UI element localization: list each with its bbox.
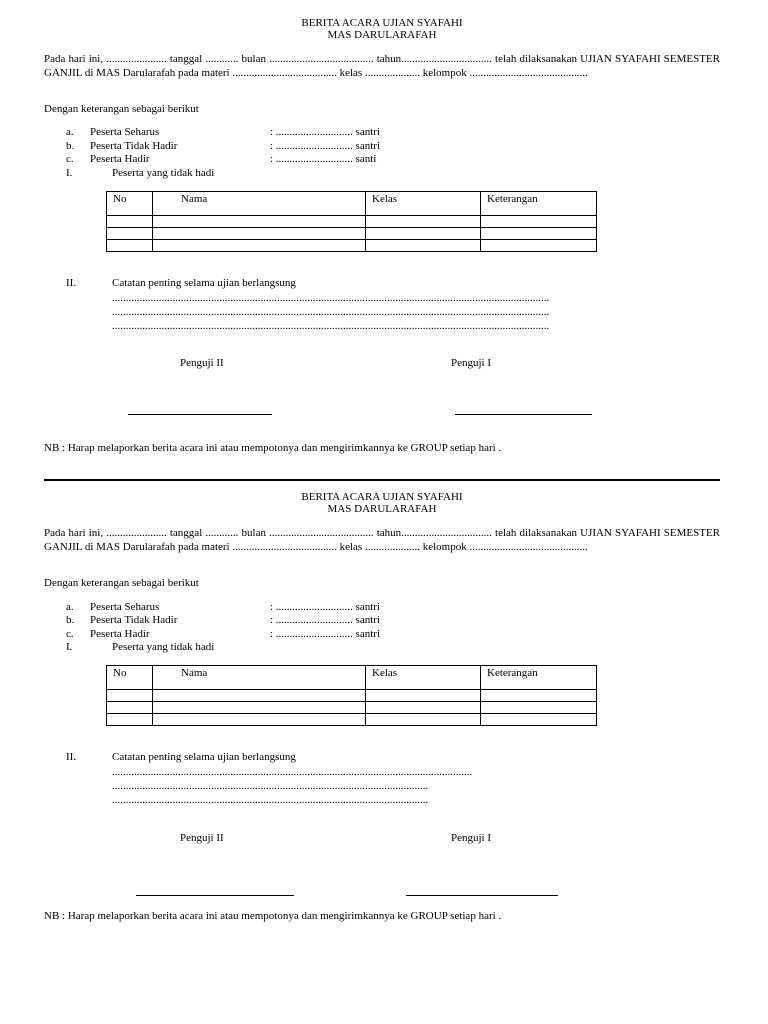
item-marker: c. xyxy=(66,628,74,640)
table-row xyxy=(107,240,597,252)
table-cell[interactable] xyxy=(107,690,153,702)
item-marker: c. xyxy=(66,153,74,165)
item-value: : ............................ santri xyxy=(270,628,380,640)
table-cell[interactable] xyxy=(481,240,597,252)
signature-line-examiner-2[interactable] xyxy=(128,414,272,415)
table-cell[interactable] xyxy=(366,240,481,252)
notes-line[interactable]: ............................................................................................................................................................... xyxy=(112,306,550,318)
form-title: BERITA ACARA UJIAN SYAFAHI xyxy=(301,17,463,29)
item-marker: b. xyxy=(66,140,75,152)
intro-paragraph: Pada hari ini, ...................... tanggal ............ bulan ...................................... tahun................................. telah dilaksanakan UJIAN SYAFAHI SEMESTER GANJIL di MAS Darularafah pada materi ...................................... kelas .................... kelompok ........................................... xyxy=(44,527,720,553)
nb-note: NB : Harap melaporkan berita acara ini atau mempotonya dan mengirimkannya ke GROUP setiap hari . xyxy=(44,442,502,454)
divider xyxy=(44,479,720,481)
absent-students-table xyxy=(106,191,597,252)
item-label: Peserta Hadir xyxy=(90,628,150,640)
table-header-cell: No xyxy=(107,192,153,216)
table-cell[interactable] xyxy=(366,228,481,240)
table-header-cell: Nama xyxy=(153,666,366,690)
notes-line[interactable]: ................................................................................................................... xyxy=(112,780,429,792)
table-header-cell: Keterangan xyxy=(481,192,597,216)
section-label: Catatan penting selama ujian berlangsung xyxy=(112,277,296,289)
table-header-cell: Kelas xyxy=(366,666,481,690)
table-header-cell: Kelas xyxy=(366,192,481,216)
item-value: : ............................ santi xyxy=(270,153,377,165)
table-cell[interactable] xyxy=(366,690,481,702)
item-label: Peserta Hadir xyxy=(90,153,150,165)
table-cell[interactable] xyxy=(153,690,366,702)
table-cell[interactable] xyxy=(481,702,597,714)
item-marker: b. xyxy=(66,614,75,626)
item-label: Peserta Tidak Hadir xyxy=(90,614,178,626)
table-cell[interactable] xyxy=(366,216,481,228)
table-cell[interactable] xyxy=(107,714,153,726)
nb-note: NB : Harap melaporkan berita acara ini atau mempotonya dan mengirimkannya ke GROUP setiap hari . xyxy=(44,910,502,922)
item-value: : ............................ santri xyxy=(270,126,380,138)
table-cell[interactable] xyxy=(153,702,366,714)
item-marker: a. xyxy=(66,601,74,613)
table-header-cell: Keterangan xyxy=(481,666,597,690)
keterangan-intro: Dengan keterangan sebagai berikut xyxy=(44,577,199,589)
examiner-1-label: Penguji I xyxy=(451,357,492,369)
item-label: Peserta Seharus xyxy=(90,126,160,138)
table-cell[interactable] xyxy=(481,714,597,726)
table-header-cell: No xyxy=(107,666,153,690)
examiner-2-label: Penguji II xyxy=(180,357,224,369)
table-row xyxy=(107,714,597,726)
table-cell[interactable] xyxy=(481,228,597,240)
table-row xyxy=(107,228,597,240)
table-cell[interactable] xyxy=(481,216,597,228)
absent-students-table xyxy=(106,665,597,726)
item-label: Peserta Seharus xyxy=(90,601,160,613)
section-marker: I. xyxy=(66,641,73,653)
table-cell[interactable] xyxy=(107,240,153,252)
signature-line-examiner-1[interactable] xyxy=(455,414,592,415)
table-cell[interactable] xyxy=(366,714,481,726)
item-value: : ............................ santri xyxy=(270,601,380,613)
table-header-cell: Nama xyxy=(153,192,366,216)
section-marker: I. xyxy=(66,167,73,179)
table-header-row xyxy=(107,666,597,690)
notes-line[interactable]: ............................................................................................................................................................... xyxy=(112,320,550,332)
table-cell[interactable] xyxy=(481,690,597,702)
keterangan-intro: Dengan keterangan sebagai berikut xyxy=(44,103,199,115)
table-cell[interactable] xyxy=(107,228,153,240)
examiner-2-label: Penguji II xyxy=(180,832,224,844)
table-cell[interactable] xyxy=(153,228,366,240)
table-cell[interactable] xyxy=(153,216,366,228)
section-label: Catatan penting selama ujian berlangsung xyxy=(112,751,296,763)
examiner-1-label: Penguji I xyxy=(451,832,492,844)
table-row xyxy=(107,702,597,714)
item-marker: a. xyxy=(66,126,74,138)
notes-line[interactable]: ................................................................................................................................... xyxy=(112,766,473,778)
form-subtitle: MAS DARULARAFAH xyxy=(327,29,437,41)
section-marker: II. xyxy=(66,277,77,289)
notes-line[interactable]: ................................................................................................................... xyxy=(112,794,429,806)
item-label: Peserta Tidak Hadir xyxy=(90,140,178,152)
form-title: BERITA ACARA UJIAN SYAFAHI xyxy=(301,491,463,503)
item-value: : ............................ santri xyxy=(270,140,380,152)
table-row xyxy=(107,690,597,702)
signature-line-examiner-1[interactable] xyxy=(406,895,558,896)
table-cell[interactable] xyxy=(153,714,366,726)
section-label: Peserta yang tidak hadi xyxy=(112,641,215,653)
table-cell[interactable] xyxy=(153,240,366,252)
table-cell[interactable] xyxy=(107,702,153,714)
table-cell[interactable] xyxy=(366,702,481,714)
section-label: Peserta yang tidak hadi xyxy=(112,167,215,179)
table-cell[interactable] xyxy=(107,216,153,228)
notes-line[interactable]: ............................................................................................................................................................... xyxy=(112,292,550,304)
intro-paragraph: Pada hari ini, ...................... tanggal ............ bulan ...................................... tahun................................. telah dilaksanakan UJIAN SYAFAHI SEMESTER GANJIL di MAS Darularafah pada materi ...................................... kelas .................... kelompok ........................................... xyxy=(44,53,720,79)
item-value: : ............................ santri xyxy=(270,614,380,626)
table-header-row xyxy=(107,192,597,216)
table-row xyxy=(107,216,597,228)
section-marker: II. xyxy=(66,751,77,763)
form-subtitle: MAS DARULARAFAH xyxy=(327,503,437,515)
signature-line-examiner-2[interactable] xyxy=(136,895,294,896)
